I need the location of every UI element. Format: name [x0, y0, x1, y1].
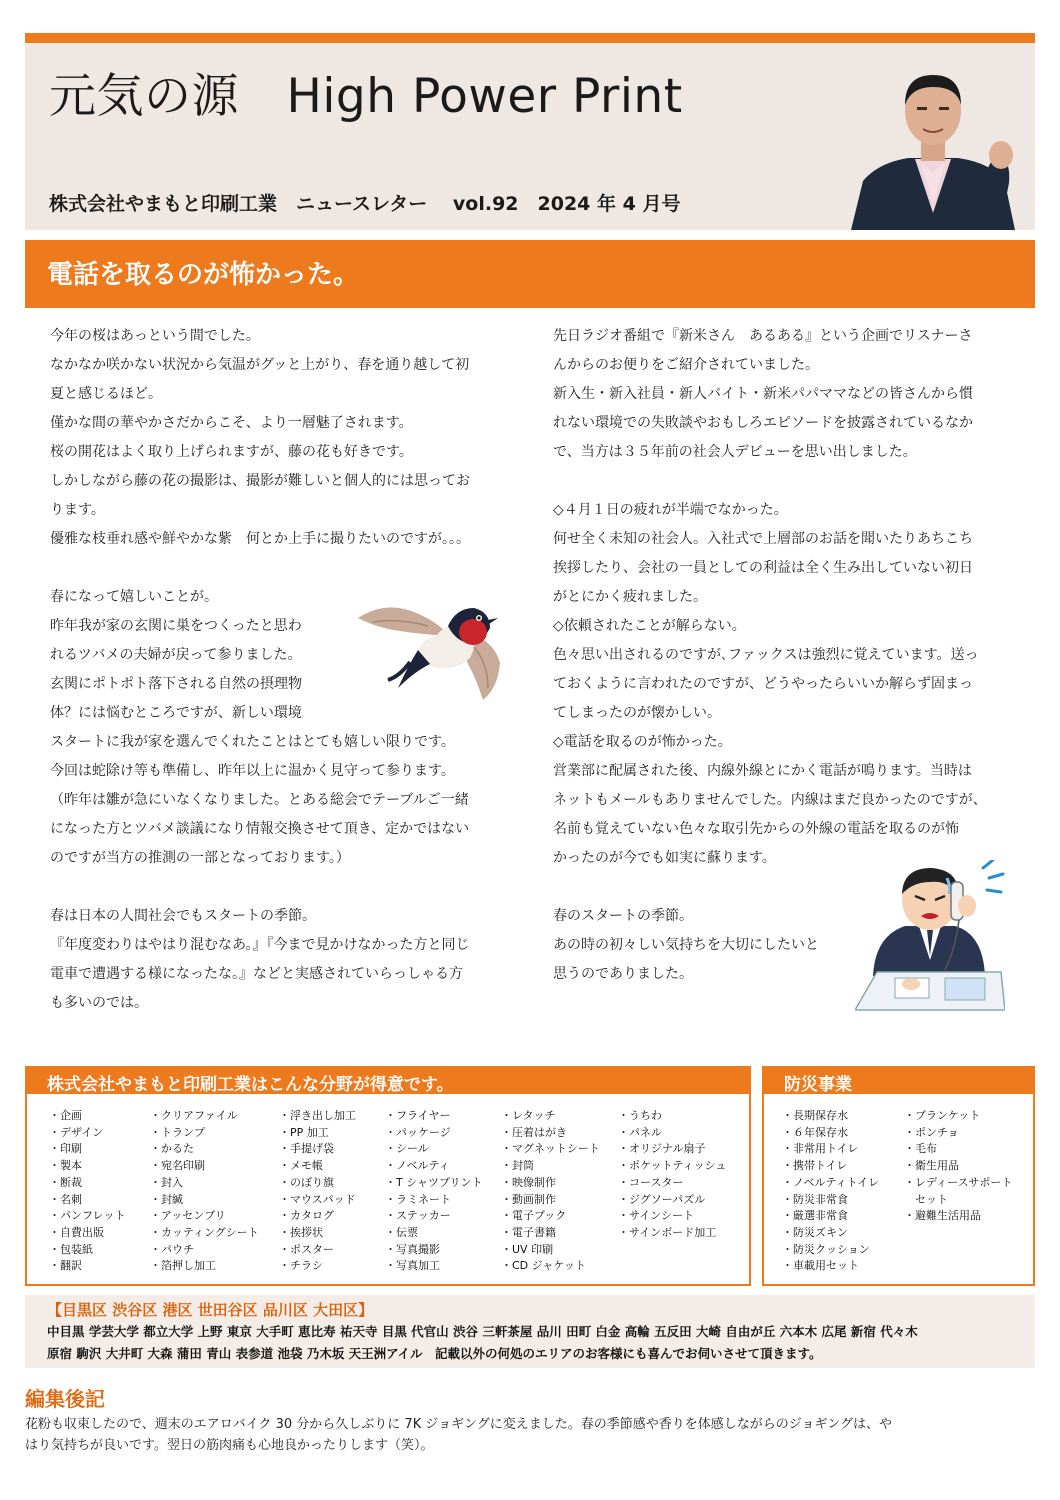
- paragraph-line: ◇４月１日の疲れが半端でなかった。: [553, 502, 788, 518]
- paragraph-line: （昨年は雛が急にいなくなりました。とある総会でテーブルご一緒: [50, 792, 469, 808]
- list-item: ・のぼり旗: [279, 1175, 334, 1189]
- list-item: ・ラミネート: [385, 1192, 451, 1206]
- headline-text: 電話を取るのが怖かった。: [47, 260, 360, 290]
- paragraph-line: 思うのでありました。: [553, 966, 693, 982]
- paragraph-line: あの時の初々しい気持ちを大切にしたいと: [553, 937, 819, 953]
- list-item: ・防災ズキン: [782, 1225, 848, 1239]
- paragraph-line: れるツバメの夫婦が戻って参りました。: [50, 647, 302, 663]
- list-item: ・非常用トイレ: [782, 1142, 859, 1156]
- list-item: ・デザイン: [49, 1125, 104, 1139]
- paragraph-line: ◇依頼されたことが解らない。: [553, 618, 746, 634]
- specialties-column: [49, 1108, 125, 1275]
- list-item: ・ノベルティトイレ: [782, 1175, 880, 1189]
- list-item: ・圧着はがき: [501, 1125, 567, 1139]
- list-item: ・写真撮影: [385, 1242, 440, 1256]
- specialties-column: [385, 1108, 483, 1275]
- paragraph-line: 今回は蛇除け等も準備し、昨年以上に温かく見守って参ります。: [50, 763, 455, 779]
- list-item: ・箔押し加工: [150, 1259, 216, 1273]
- list-item: ・レタッチ: [501, 1109, 556, 1122]
- paragraph-line: 昨年我が家の玄関に巣をつくったと思わ: [50, 618, 302, 634]
- newsletter-header: [25, 43, 1035, 230]
- list-item: ・動画制作: [501, 1192, 556, 1206]
- editor-note-body: [25, 1414, 1030, 1456]
- paragraph-line: 夏と感じるほど。: [50, 386, 162, 402]
- paragraph-line: ておくように言われたのですが、どうやったらいいか解らず固まっ: [553, 676, 973, 692]
- paragraph-line: 『年度変わりはやはり混むなあ。』『今まで見かけなかった方と同じ: [50, 937, 470, 953]
- specialties-column: [150, 1108, 259, 1275]
- paragraph-line: 色々思い出されるのですが､ファックスは強烈に覚えています。送っ: [553, 647, 979, 663]
- list-item: ・コースター: [618, 1175, 684, 1189]
- list-item: セット: [904, 1192, 948, 1206]
- list-item: ・印刷: [49, 1142, 82, 1156]
- list-item: ・車載用セット: [782, 1259, 859, 1273]
- list-item: ・ポンチョ: [904, 1125, 959, 1139]
- paragraph-line: 春になって嬉しいことが。: [50, 589, 218, 605]
- list-item: ・シール: [385, 1142, 429, 1156]
- disaster-header: [764, 1068, 1033, 1094]
- top-accent-bar: [25, 33, 1035, 43]
- list-item: ・手提げ袋: [279, 1142, 334, 1156]
- blank-line: [553, 467, 1023, 496]
- list-item: ・うちわ: [618, 1109, 662, 1122]
- list-item: ・長期保存水: [782, 1109, 848, 1122]
- list-item: ・企画: [49, 1109, 82, 1122]
- paragraph-line: ネットもメールもありませんでした。内線はまだ良かったのですが、: [553, 792, 987, 808]
- list-item: ・ポケットティッシュ: [618, 1159, 727, 1173]
- disaster-column: [904, 1108, 1012, 1225]
- list-item: ・宛名印刷: [150, 1159, 205, 1173]
- paragraph-line: がとにかく疲れました。: [553, 589, 707, 605]
- list-item: ・名刺: [49, 1192, 82, 1206]
- paragraph-line: 挨拶したり、会社の一員としての利益は全く生み出していない初日: [553, 560, 973, 576]
- paragraph-line: 電車で遭遇する様になったな。』などと実感されていらっしゃる方: [50, 966, 463, 982]
- list-item: ・UV 印刷: [501, 1242, 554, 1256]
- list-item: ・T シャツプリント: [385, 1175, 483, 1189]
- list-item: ・浮き出し加工: [279, 1109, 356, 1122]
- paragraph-line: てしまったのが懐かしい。: [553, 705, 721, 721]
- paragraph-line: 名前も覚えていない色々な取引先からの外線の電話を取るのが怖: [553, 821, 959, 837]
- editor-note-title: 編集後記: [25, 1387, 105, 1411]
- list-item: ・映像制作: [501, 1175, 556, 1189]
- list-item: ・挨拶状: [279, 1225, 323, 1239]
- paragraph-line: かったのが今でも如実に蘇ります。: [553, 850, 776, 866]
- list-item: ・翻訳: [49, 1259, 82, 1273]
- paragraph-line: 営業部に配属された後、内線外線とにかく電話が鳴ります。当時は: [553, 763, 972, 779]
- list-item: ・断裁: [49, 1175, 82, 1189]
- list-item: ・ジグソーパズル: [618, 1192, 706, 1206]
- paragraph-line: 今年の桜はあっという間でした。: [50, 328, 260, 344]
- newsletter-subtitle: 株式会社やまもと印刷工業 ニュースレター vol.92 2024 年 4 月号: [49, 193, 681, 215]
- editor-note-line: はり気持ちが良いです。翌日の筋肉痛も心地良かったりします（笑）。: [25, 1438, 434, 1453]
- paragraph-line: んからのお便りをご紹介されていました。: [553, 357, 819, 373]
- paragraph-line: れない環境での失敗談やおもしろエピソードを披露されているなか: [553, 415, 973, 431]
- blank-line: [50, 554, 520, 583]
- areas-heading: 【目黒区 渋谷区 港区 世田谷区 品川区 大田区】: [47, 1301, 374, 1319]
- list-item: ・ポスター: [279, 1242, 334, 1256]
- list-item: ・パネル: [618, 1125, 662, 1139]
- paragraph-line: で、当方は３５年前の社会人デビューを思い出しました。: [553, 444, 917, 460]
- list-item: ・包装紙: [49, 1242, 93, 1256]
- list-item: ・CD ジャケット: [501, 1259, 586, 1273]
- paragraph-line: 玄関にポトポト落下される自然の摂理物: [50, 676, 302, 692]
- list-item: ・電子ブック: [501, 1209, 567, 1223]
- specialties-header: [27, 1068, 749, 1094]
- paragraph-line: のですが当方の推測の一部となっております。）: [50, 850, 350, 866]
- list-item: ・６年保存水: [782, 1125, 848, 1139]
- specialties-box: [25, 1066, 751, 1286]
- paragraph-line: しかしながら藤の花の撮影は、撮影が難しいと個人的には思ってお: [50, 473, 470, 489]
- paragraph-line: 僅かな間の華やかさだからこそ、より一層魅了されます。: [50, 415, 413, 431]
- disaster-title: 防災事業: [784, 1075, 852, 1095]
- list-item: ・カッティングシート: [150, 1225, 259, 1239]
- headline-banner: [25, 240, 1035, 308]
- author-portrait: [833, 63, 1033, 230]
- paragraph-line: 何せ全く未知の社会人。入社式で上層部のお話を聞いたりあちこち: [553, 531, 973, 547]
- list-item: ・避難生活用品: [904, 1209, 981, 1223]
- paragraph-line: なかなか咲かない状況から気温がグッと上がり、春を通り越して初: [50, 357, 470, 373]
- list-item: ・サインシート: [618, 1209, 694, 1223]
- list-item: ・パウチ: [150, 1242, 194, 1256]
- list-item: ・メモ帳: [279, 1159, 323, 1173]
- paragraph-line: 春のスタートの季節。: [553, 908, 693, 924]
- paragraph-line: も多いのでは。: [50, 995, 148, 1011]
- paragraph-line: スタートに我が家を選んでくれたことはとても嬉しい限りです。: [50, 734, 455, 750]
- paragraph-line: 体？には悩むところですが、新しい環境: [50, 705, 302, 721]
- list-item: ・パッケージ: [385, 1125, 451, 1139]
- list-item: ・写真加工: [385, 1259, 440, 1273]
- phone-call-illustration: [855, 860, 1005, 1022]
- list-item: ・クリアファイル: [150, 1109, 238, 1122]
- paragraph-line: 春は日本の人間社会でもスタートの季節。: [50, 908, 316, 924]
- disaster-box: [762, 1066, 1035, 1286]
- specialties-column: [279, 1108, 356, 1275]
- list-item: ・サインボード加工: [618, 1225, 717, 1239]
- list-item: ・電子書籍: [501, 1225, 556, 1239]
- list-item: ・かるた: [150, 1142, 194, 1156]
- areas-line: 原宿 駒沢 大井町 大森 蒲田 青山 表参道 池袋 乃木坂 天王洲アイル 記載以外の何処のエリアのお客様にも喜んでお伺いさせて頂きます。: [47, 1346, 822, 1361]
- list-item: ・オリジナル扇子: [618, 1142, 706, 1156]
- blank-line: [50, 873, 520, 902]
- list-item: ・防災非常食: [782, 1192, 848, 1206]
- paragraph-line: ◇電話を取るのが怖かった。: [553, 734, 732, 750]
- list-item: ・ステッカー: [385, 1209, 451, 1223]
- newsletter-title: 元気の源 High Power Print: [49, 69, 683, 124]
- list-item: ・製本: [49, 1159, 82, 1173]
- list-item: ・カタログ: [279, 1209, 334, 1223]
- editor-note-line: 花粉も収束したので、週末のエアロバイク 30 分から久しぶりに 7K ジョギングに変えました。春の季節感や香りを体感しながらのジョギングは、や: [25, 1417, 893, 1432]
- list-item: ・フライヤー: [385, 1109, 451, 1122]
- specialties-title: 株式会社やまもと印刷工業はこんな分野が得意です。: [47, 1075, 454, 1095]
- list-item: ・レディースサポート: [904, 1175, 1013, 1189]
- disaster-column: [782, 1108, 879, 1275]
- service-areas: [25, 1295, 1035, 1368]
- list-item: ・トランプ: [150, 1125, 205, 1139]
- list-item: ・封筒: [501, 1159, 534, 1173]
- swallow-illustration: [348, 588, 508, 708]
- paragraph-line: ります。: [50, 502, 105, 518]
- specialties-column: [618, 1108, 726, 1242]
- list-item: ・マウスパッド: [279, 1192, 356, 1206]
- paragraph-line: 優雅な枝垂れ感や鮮やかな紫 何とか上手に撮りたいのですが。。。: [50, 531, 470, 547]
- areas-line: 中目黒 学芸大学 都立大学 上野 東京 大手町 恵比寿 祐天寺 目黒 代官山 渋谷 三軒茶屋 品川 田町 白金 高輪 五反田 大崎 自由が丘 六本木 広尾 新宿 代々木: [47, 1324, 918, 1339]
- list-item: ・マグネットシート: [501, 1142, 600, 1156]
- list-item: ・毛布: [904, 1142, 937, 1156]
- paragraph-line: 桜の開花はよく取り上げられますが、藤の花も好きです。: [50, 444, 413, 460]
- list-item: ・PP 加工: [279, 1125, 329, 1139]
- paragraph-line: 先日ラジオ番組で『新米さん あるある』という企画でリスナーさ: [553, 328, 973, 344]
- list-item: ・ノベルティ: [385, 1159, 450, 1173]
- list-item: ・アッセンブリ: [150, 1209, 226, 1223]
- paragraph-line: 新入生・新入社員・新人バイト・新米パパママなどの皆さんから慣: [553, 386, 973, 402]
- list-item: ・封緘: [150, 1192, 183, 1206]
- list-item: ・パンフレット: [49, 1209, 126, 1223]
- list-item: ・伝票: [385, 1225, 418, 1239]
- list-item: ・防災クッション: [782, 1242, 870, 1256]
- list-item: ・ブランケット: [904, 1109, 981, 1122]
- list-item: ・携帯トイレ: [782, 1159, 848, 1173]
- list-item: ・厳選非常食: [782, 1209, 848, 1223]
- list-item: ・自費出版: [49, 1225, 104, 1239]
- list-item: ・チラシ: [279, 1259, 323, 1273]
- list-item: ・衛生用品: [904, 1159, 959, 1173]
- specialties-column: [501, 1108, 600, 1275]
- list-item: ・封入: [150, 1175, 183, 1189]
- paragraph-line: になった方とツバメ談議になり情報交換させて頂き、定かではない: [50, 821, 470, 837]
